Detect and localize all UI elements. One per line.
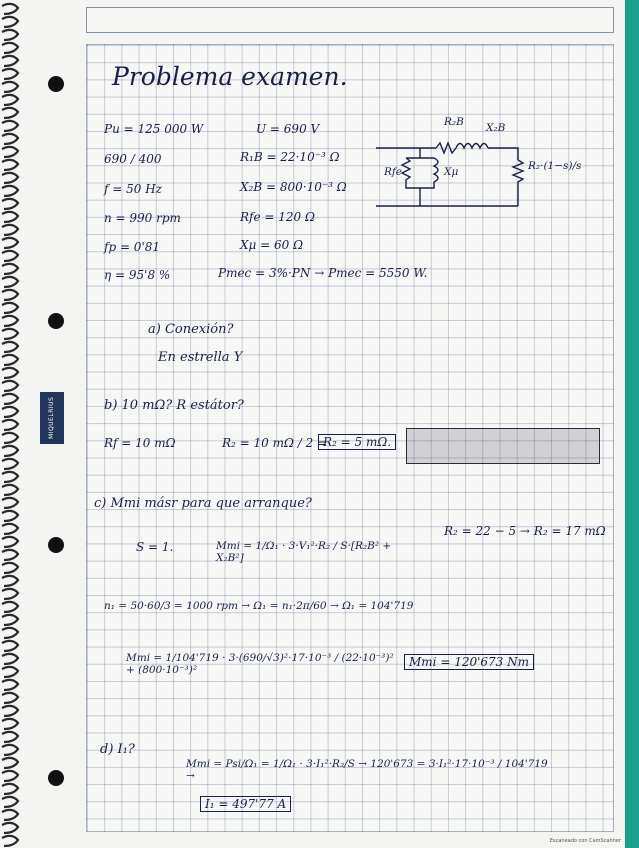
part-d-result: I₁ = 497'77 A	[200, 796, 291, 812]
data-r1b: R₁B = 22·10⁻³ Ω	[240, 150, 340, 164]
spiral-coil	[2, 43, 18, 53]
scanner-watermark: Escaneado con CamScanner	[549, 838, 621, 844]
data-rfe: Rfe = 120 Ω	[240, 210, 315, 224]
spiral-binding	[0, 0, 22, 848]
spiral-coil	[2, 368, 18, 378]
spiral-coil	[2, 524, 18, 534]
circuit-load-label: R₂·(1−s)/s	[528, 160, 582, 172]
spiral-coil	[2, 485, 18, 495]
spiral-coil	[2, 550, 18, 560]
circuit-x-label: X₂B	[486, 122, 506, 134]
part-b-formula: R₂ = 10 mΩ / 2 =	[222, 436, 328, 450]
spiral-coil	[2, 446, 18, 456]
data-x2b: X₂B = 800·10⁻³ Ω	[240, 180, 347, 194]
header-box	[86, 7, 614, 33]
spiral-coil	[2, 212, 18, 222]
spiral-coil	[2, 238, 18, 248]
spiral-coil	[2, 836, 18, 846]
spiral-coil	[2, 589, 18, 599]
data-pmec: Pmec = 3%·PN → Pmec = 5550 W.	[218, 266, 428, 280]
spiral-coil	[2, 706, 18, 716]
spiral-coil	[2, 30, 18, 40]
spiral-coil	[2, 264, 18, 274]
part-b-rf: Rf = 10 mΩ	[104, 436, 176, 450]
part-a-answer: En estrella Y	[158, 350, 243, 365]
data-voltages: 690 / 400	[104, 152, 162, 166]
spiral-coil	[2, 654, 18, 664]
data-fp: fp = 0'81	[104, 240, 161, 254]
spiral-coil	[2, 420, 18, 430]
spiral-coil	[2, 745, 18, 755]
spiral-coil	[2, 251, 18, 261]
spiral-coil	[2, 563, 18, 573]
circuit-xm-label: Xμ	[444, 166, 459, 178]
spiral-coil	[2, 329, 18, 339]
part-c-r2-eq: R₂ = 22 − 5 → R₂ = 17 mΩ	[444, 524, 606, 538]
part-c-mmi-result: Mmi = 120'673 Nm	[404, 654, 534, 670]
spiral-coil	[2, 667, 18, 677]
spiral-coil	[2, 407, 18, 417]
part-b-heading: b) 10 mΩ? R estátor?	[104, 398, 244, 413]
spiral-coil	[2, 121, 18, 131]
binder-hole	[48, 76, 64, 92]
data-pu: Pu = 125 000 W	[104, 122, 204, 136]
spiral-coil	[2, 17, 18, 27]
part-c-heading: c) Mmi másr para que arranque?	[94, 496, 312, 511]
spiral-coil	[2, 277, 18, 287]
part-a-heading: a) Conexión?	[148, 322, 234, 337]
spiral-coil	[2, 823, 18, 833]
spiral-coil	[2, 199, 18, 209]
spiral-coil	[2, 394, 18, 404]
spiral-coil	[2, 758, 18, 768]
spiral-coil	[2, 186, 18, 196]
spiral-coil	[2, 108, 18, 118]
circuit-r-label: R₂B	[444, 116, 464, 128]
spiral-coil	[2, 433, 18, 443]
binder-hole	[48, 770, 64, 786]
spiral-coil	[2, 641, 18, 651]
spiral-coil	[2, 303, 18, 313]
part-c-mmi-formula: Mmi = 1/Ω₁ · 3·V₁²·R₂ / S·[R₂B² + X₂B²]	[216, 540, 392, 564]
spiral-coil	[2, 381, 18, 391]
spiral-coil	[2, 173, 18, 183]
spiral-coil	[2, 511, 18, 521]
spiral-coil	[2, 82, 18, 92]
spiral-coil	[2, 719, 18, 729]
part-d-formula: Mmi = Psi/Ω₁ = 1/Ω₁ · 3·I₁²·R₂/S → 120'673 = 3·I₁²·17·10⁻³ / 104'719 →	[186, 758, 548, 782]
part-b-result: R₂ = 5 mΩ.	[318, 434, 396, 450]
spiral-coil	[2, 95, 18, 105]
spiral-coil	[2, 225, 18, 235]
binder-hole	[48, 313, 64, 329]
spiral-coil	[2, 797, 18, 807]
data-speed: n = 990 rpm	[104, 211, 181, 225]
spiral-coil	[2, 459, 18, 469]
spiral-coil	[2, 4, 18, 14]
spiral-coil	[2, 732, 18, 742]
spiral-coil	[2, 537, 18, 547]
spiral-coil	[2, 69, 18, 79]
brand-label: MIQUELRIUS	[40, 392, 64, 444]
spiral-coil	[2, 355, 18, 365]
spiral-coil	[2, 56, 18, 66]
spiral-coil	[2, 472, 18, 482]
data-freq: f = 50 Hz	[104, 182, 162, 196]
spiral-coil	[2, 134, 18, 144]
spiral-coil	[2, 810, 18, 820]
circuit-rfe-label: Rfe	[384, 166, 403, 178]
spiral-coil	[2, 147, 18, 157]
spiral-coil	[2, 498, 18, 508]
part-c-s-eq: S = 1.	[136, 540, 174, 554]
spiral-coil	[2, 771, 18, 781]
data-u: U = 690 V	[256, 122, 320, 136]
spiral-coil	[2, 784, 18, 794]
spiral-coil	[2, 290, 18, 300]
data-eff: η = 95'8 %	[104, 268, 171, 282]
margin-bar	[625, 0, 639, 848]
part-d-heading: d) I₁?	[100, 742, 135, 757]
scribbled-out-area	[406, 428, 600, 464]
spiral-coil	[2, 693, 18, 703]
binder-hole	[48, 537, 64, 553]
spiral-coil	[2, 615, 18, 625]
spiral-coil	[2, 680, 18, 690]
data-xm: Xμ = 60 Ω	[240, 238, 304, 252]
spiral-coil	[2, 342, 18, 352]
spiral-coil	[2, 576, 18, 586]
spiral-coil	[2, 602, 18, 612]
spiral-coil	[2, 628, 18, 638]
part-c-mmi-calc: Mmi = 1/104'719 · 3·(690/√3)²·17·10⁻³ / (22·10⁻³)² + (800·10⁻³)²	[126, 652, 394, 676]
spiral-coil	[2, 160, 18, 170]
spiral-coil	[2, 316, 18, 326]
part-c-n1-eq: n₁ = 50·60/3 = 1000 rpm → Ω₁ = n₁·2π/60 → Ω₁ = 104'719	[104, 600, 414, 612]
page-title: Problema examen.	[112, 62, 348, 91]
